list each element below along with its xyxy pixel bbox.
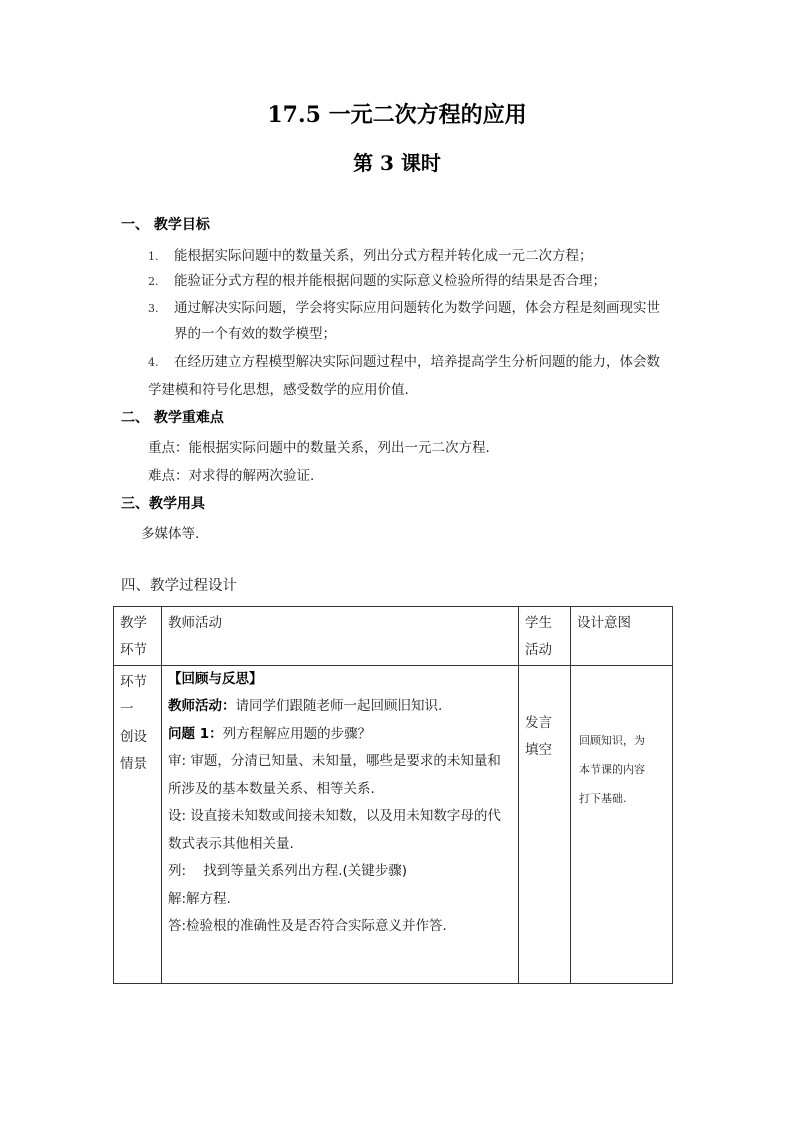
objective-text: 通过解决实际问题，学会将实际应用问题转化为数学问题，体会方程是刻画现实世	[174, 300, 660, 316]
lesson-subtitle: 第 3 课时	[353, 151, 441, 175]
intent-line: 打下基础.	[579, 791, 627, 805]
activity-label: 教师活动：	[168, 698, 236, 715]
lesson-title: 17.5 一元二次方程的应用	[267, 102, 527, 128]
question-text: 列方程解应用题的步骤？	[222, 725, 372, 742]
header-student-line: 学生	[525, 615, 552, 631]
objective-number: 1.	[148, 250, 159, 263]
header-student	[519, 607, 571, 666]
stage-line: 创设	[120, 728, 147, 745]
objective-text: 能验证分式方程的根并能根据问题的实际意义检验所得的结果是否合理；	[174, 273, 606, 289]
stage-cell	[114, 665, 162, 983]
key-point: 重点：能根据实际问题中的数量关系，列出一元二次方程.	[148, 440, 490, 456]
objective-text: 能根据实际问题中的数量关系，列出分式方程并转化成一元二次方程；	[174, 248, 593, 264]
header-teacher-label: 教师活动	[168, 615, 222, 631]
section-4-heading: 四、教学过程设计	[121, 578, 237, 594]
review-title: 【回顾与反思】	[168, 670, 263, 687]
table-header-row	[114, 607, 673, 666]
step-line: 审: 审题，分清已知量、未知量，哪些是要求的未知量和	[168, 753, 501, 770]
intent-line: 回顾知识，为	[579, 733, 645, 747]
step-line: 所涉及的基本数量关系、相等关系.	[168, 780, 375, 797]
teaching-tools: 多媒体等.	[141, 526, 200, 542]
header-intent	[571, 607, 673, 666]
step-line: 解:解方程.	[168, 890, 231, 907]
design-intent-cell	[571, 665, 673, 983]
objective-item-1	[148, 246, 593, 267]
header-teacher	[162, 607, 519, 666]
intent-line: 本节课的内容	[579, 762, 645, 776]
step-line: 设: 设直接未知数或间接未知数，以及用未知数字母的代	[168, 808, 501, 825]
objective-item-2	[148, 271, 606, 292]
objective-number: 3.	[148, 302, 159, 315]
stage-line: 一	[120, 701, 134, 718]
teacher-activity-cell	[162, 665, 519, 983]
difficult-point: 难点：对求得的解两次验证.	[148, 468, 315, 484]
objective-item-3	[148, 298, 660, 319]
objective-text: 在经历建立方程模型解决实际问题过程中，培养提高学生分析问题的能力，体会数	[174, 354, 660, 370]
objective-number: 4.	[148, 356, 159, 369]
objective-item-4-continued: 学建模和符号化思想，感受数学的应用价值.	[148, 382, 409, 398]
header-intent-label: 设计意图	[577, 615, 631, 631]
header-stage	[114, 607, 162, 666]
section-2-heading: 二、 教学重难点	[121, 410, 224, 426]
objective-item-4	[148, 352, 660, 373]
step-line: 列: 找到等量关系列出方程.(关键步骤)	[168, 863, 408, 880]
header-stage-line: 教学	[120, 615, 147, 631]
process-table	[113, 606, 673, 984]
activity-text: 请同学们跟随老师一起回顾旧知识.	[235, 698, 443, 715]
step-line: 数式表示其他相关量.	[168, 835, 294, 852]
header-stage-line: 环节	[120, 642, 147, 659]
student-line: 发言	[525, 714, 552, 731]
table-row	[114, 665, 673, 983]
step-line: 答:检验根的准确性及是否符合实际意义并作答.	[168, 918, 447, 935]
question-line	[168, 721, 514, 749]
question-label: 问题 1：	[168, 725, 223, 742]
stage-line: 情景	[120, 756, 147, 773]
objective-item-3-continued: 界的一个有效的数学模型；	[174, 326, 336, 342]
student-activity-cell	[519, 665, 571, 983]
section-3-heading: 三、教学用具	[121, 496, 205, 512]
student-line: 填空	[525, 742, 552, 759]
header-student-line: 活动	[525, 642, 552, 659]
teacher-activity-line	[168, 693, 514, 721]
objective-number: 2.	[148, 275, 159, 288]
stage-line: 环节	[120, 673, 147, 690]
section-1-heading: 一、 教学目标	[121, 217, 210, 233]
